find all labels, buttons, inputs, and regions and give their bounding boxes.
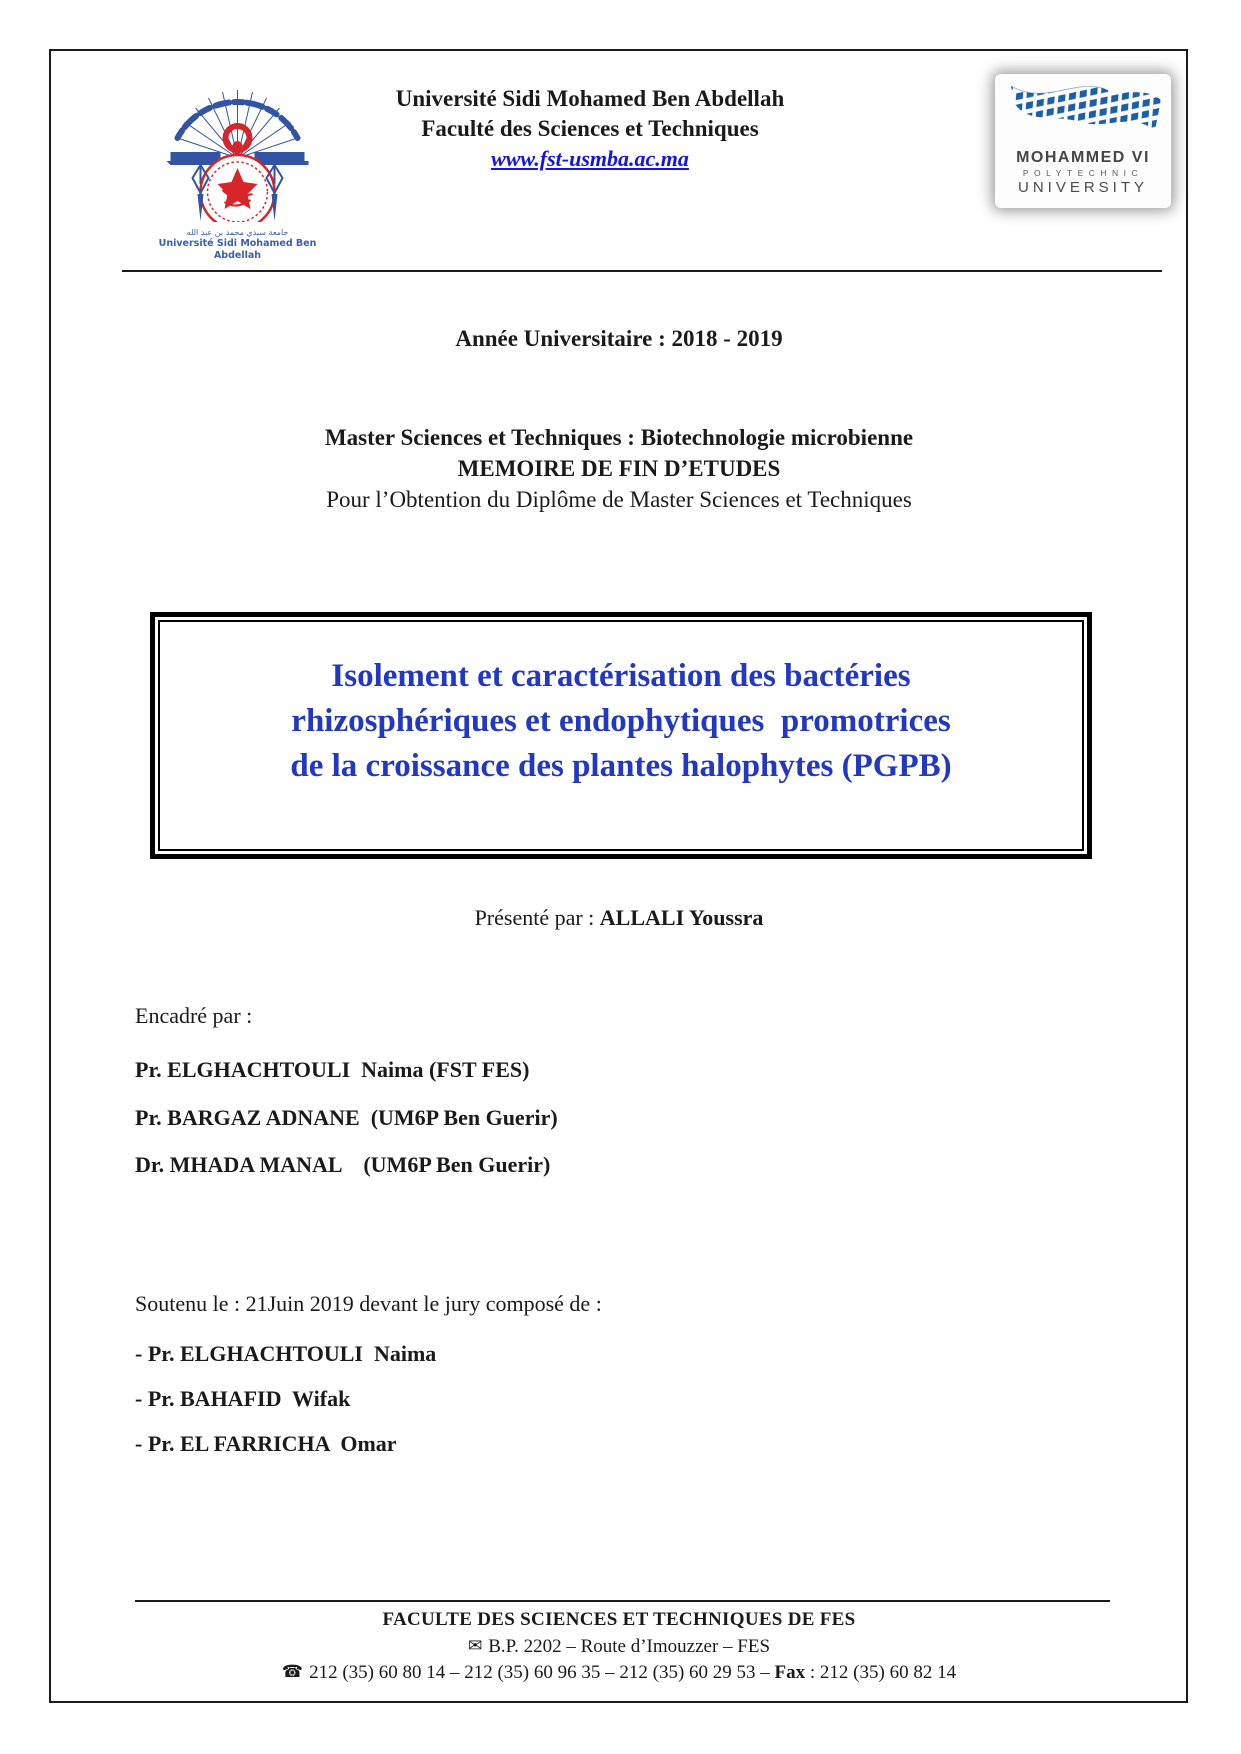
supervisor-item: Pr. ELGHACHTOULI Naima (FST FES)	[135, 1057, 530, 1082]
presented-by-label: Présenté par :	[474, 905, 600, 930]
jury-item: - Pr. ELGHACHTOULI Naima	[135, 1341, 437, 1366]
telephone-icon: ☎	[281, 1662, 304, 1682]
footer-faculty-name: FACULTE DES SCIENCES ET TECHNIQUES DE FES	[382, 1609, 856, 1630]
um6p-name-line3: UNIVERSITY	[1017, 179, 1148, 196]
author-name: ALLALI Youssra	[599, 905, 764, 930]
defense-intro-line: Soutenu le : 21Juin 2019 devant le jury composé de :	[135, 1291, 602, 1316]
thesis-title-line3: de la croissance des plantes halophytes (PGPB)	[290, 748, 952, 784]
header-university-name: Université Sidi Mohamed Ben Abdellah	[395, 86, 785, 111]
thesis-title-line1: Isolement et caractérisation des bactéries	[331, 658, 911, 694]
header-divider-line	[122, 270, 1162, 272]
footer-address: B.P. 2202 – Route d’Imouzzer – FES	[488, 1636, 771, 1657]
thesis-title-box-inner	[158, 620, 1084, 851]
footer-fax-label: Fax	[774, 1662, 806, 1683]
jury-item: - Pr. EL FARRICHA Omar	[135, 1431, 397, 1456]
faculty-website-link[interactable]: www.fst-usmba.ac.ma	[491, 146, 689, 171]
usmba-caption: Université Sidi Mohamed Ben Abdellah	[158, 238, 317, 261]
um6p-wave-icon	[995, 74, 1171, 146]
footer-address-line	[50, 1636, 1188, 1658]
usmba-logo	[145, 72, 330, 262]
header-faculty-name: Faculté des Sciences et Techniques	[421, 116, 759, 141]
program-memoire-line: MEMOIRE DE FIN D’ETUDES	[457, 456, 781, 481]
footer-fax-number: : 212 (35) 60 82 14	[805, 1662, 957, 1683]
presented-by-line	[50, 905, 1188, 931]
program-master-line: Master Sciences et Techniques : Biotechnologie microbienne	[324, 425, 914, 450]
program-block	[50, 422, 1188, 515]
um6p-name-line1: MOHAMMED VI	[1016, 149, 1150, 166]
thesis-title-line2: rhizosphériques et endophytiques promotrices	[291, 703, 951, 739]
envelope-pen-icon: ✉	[467, 1636, 483, 1656]
header-institution-block	[330, 84, 850, 172]
um6p-logo	[995, 74, 1171, 208]
thesis-title-box	[150, 612, 1092, 859]
footer-phone-numbers: 212 (35) 60 80 14 – 212 (35) 60 96 35 – 212 (35) 60 29 53 –	[309, 1662, 775, 1683]
footer-phone-line	[50, 1662, 1188, 1684]
supervisors-label: Encadré par :	[135, 1003, 253, 1028]
jury-item: - Pr. BAHAFID Wifak	[135, 1386, 351, 1411]
academic-year-line: Année Universitaire : 2018 - 2019	[455, 326, 783, 351]
usmba-arabic-caption: جامعة سيدي محمد بن عبد الله	[186, 228, 289, 237]
usmba-emblem-icon	[150, 72, 325, 222]
footer-divider-line	[135, 1600, 1110, 1602]
supervisor-item: Pr. BARGAZ ADNANE (UM6P Ben Guerir)	[135, 1105, 558, 1130]
program-diploma-line: Pour l’Obtention du Diplôme de Master Sciences et Techniques	[326, 487, 912, 512]
um6p-name-line2: POLYTECHNIC	[1022, 168, 1144, 178]
supervisor-item: Dr. MHADA MANAL (UM6P Ben Guerir)	[135, 1152, 551, 1177]
